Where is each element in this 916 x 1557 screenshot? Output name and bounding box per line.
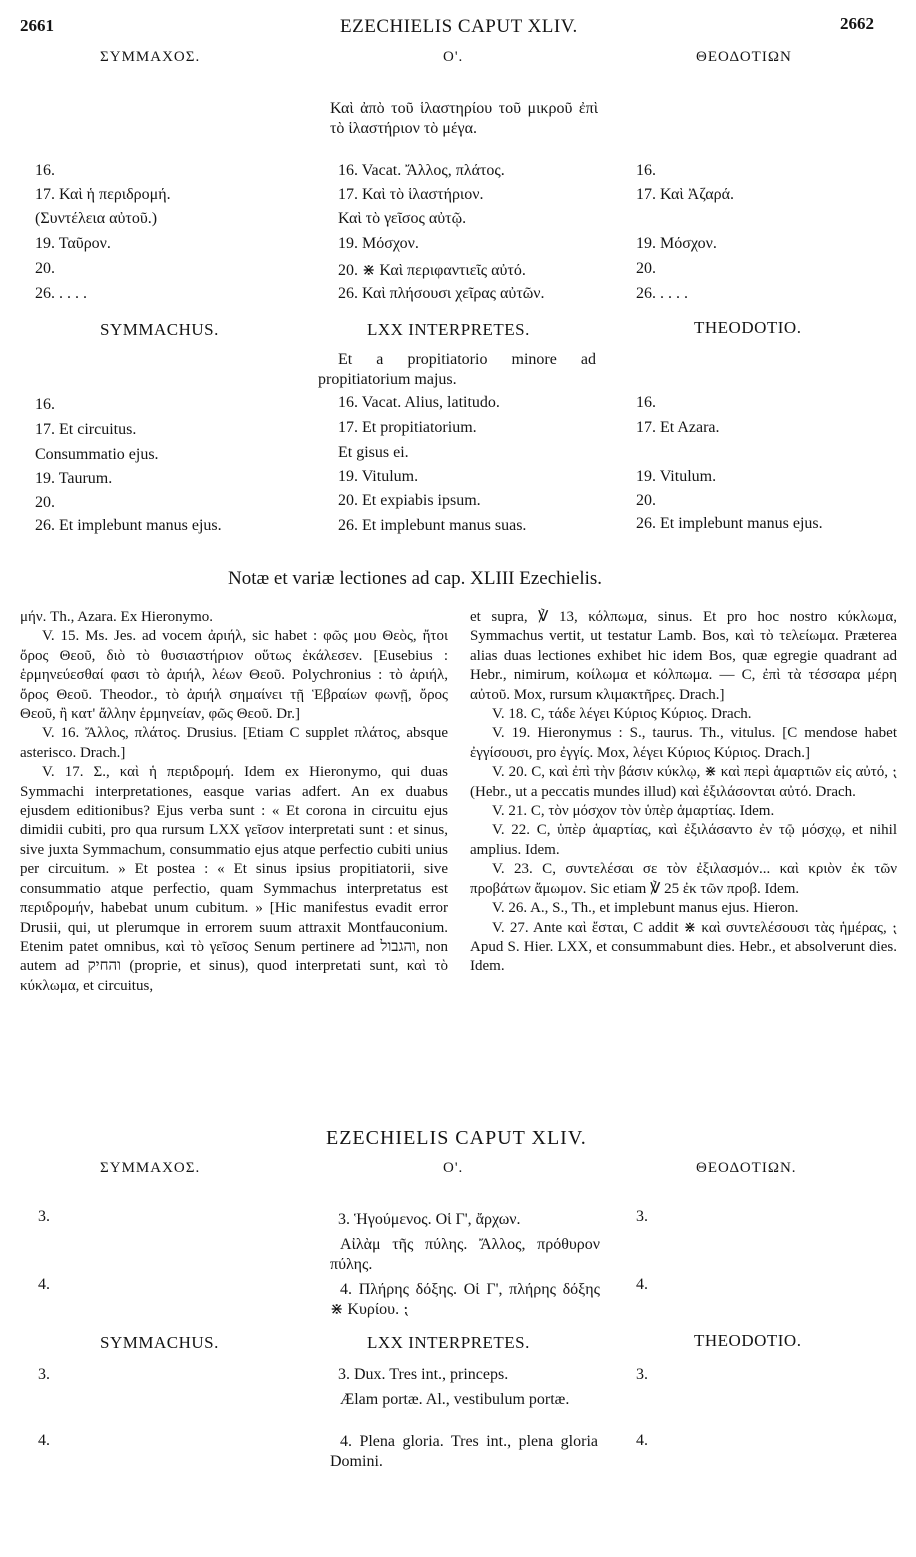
latin-row-1-theodotio: 3. [636,1366,648,1383]
latin-row-1-theodotio: 16. [636,394,656,411]
note-paragraph: V. 22. C, ὑπὲρ ἁμαρτίας, καὶ ἐξιλάσαντο ἐν τῷ μόσχῳ, et nihil amplius. Idem. [470,822,897,858]
greek-head-symmachus: ΣΥΜΜΑΧΟΣ. [100,49,201,65]
greek-row-1-lxx: 16. Vacat. Ἄλλος, πλάτος. [338,162,505,179]
latin-row-1-symmachus: 16. [35,396,55,413]
note-paragraph: V. 20. C, καὶ ἐπὶ τὴν βάσιν κύκλῳ, ⋇ καὶ περὶ ἁμαρτιῶν εἰς αὐτό, ⁏ (Hebr., ut a peccatis mundes illud) καὶ ἐξιλάσονται αὐτό. Drach. [470,764,897,800]
greek-row-2-lxx: 17. Καὶ τὸ ἱλαστήριον. [338,186,484,203]
latin-head-lxx: LXX INTERPRETES. [367,1333,530,1352]
notes-left-column [20,608,448,996]
greek-row-1-symmachus: 16. [35,162,55,179]
latin-row-1-symmachus: 3. [38,1366,50,1383]
latin-row-3-theodotio: 4. [636,1432,648,1449]
greek-row-1-theodotion: 16. [636,162,656,179]
greek-head-theodotion: ΘΕΟΔΟΤΙΩΝ [696,49,792,65]
greek-head-lxx: Ο'. [443,1160,464,1176]
greek-row-3-lxx: 4. Πλήρης δόξης. Οἱ Γ', πλήρης δόξης ⋇ Κυρίου. ⁏ [330,1281,600,1318]
running-title: EZECHIELIS CAPUT XLIV. [340,16,578,37]
greek-row-1-symmachus: 3. [38,1208,50,1225]
greek-head-symmachus: ΣΥΜΜΑΧΟΣ. [100,1160,201,1176]
note-paragraph: V. 19. Hieronymus : S., taurus. Th., vitulus. [C mendose habet ἐγγίσουσι, pro ἐγγίς. Mox, λέγει Κύριος Κύριος. Drach.] [470,725,897,761]
latin-row-4-lxx: 19. Vitulum. [338,468,419,485]
latin-row-3-lxx: Et gisus ei. [338,444,409,461]
greek-row-6-symmachus: 26. . . . . [35,285,87,302]
greek-head-lxx: Ο'. [443,49,464,65]
latin-row-4-symmachus: 19. Taurum. [35,470,113,487]
latin-row-4-theodotio: 19. Vitulum. [636,468,717,485]
section-title: EZECHIELIS CAPUT XLIV. [326,1127,587,1149]
latin-row-6-symmachus: 26. Et implebunt manus ejus. [35,517,222,534]
greek-row-1-lxx: 3. Ἡγούμενος. Οἱ Γ', ἄρχων. [338,1211,521,1228]
latin-row-6-lxx: 26. Et implebunt manus suas. [338,517,527,534]
latin-row-3-symmachus: Consummatio ejus. [35,446,159,463]
greek-row-5-theodotion: 20. [636,260,656,277]
latin-row-3-symmachus: 4. [38,1432,50,1449]
latin-row-5-theodotio: 20. [636,492,656,509]
latin-row-6-theodotio: 26. Et implebunt manus ejus. [636,515,823,532]
page-number-left: 2661 [20,16,54,35]
greek-intro: Καὶ ἀπὸ τοῦ ἱλαστηρίου τοῦ μικροῦ ἐπὶ τὸ ἱλαστήριον τὸ μέγα. [330,100,598,137]
notes-right-column [470,608,897,977]
latin-head-symmachus: SYMMACHUS. [100,1333,219,1352]
note-paragraph: μήν. Th., Azara. Ex Hieronymo. [20,609,214,625]
greek-row-3-symmachus: 4. [38,1276,50,1293]
note-paragraph: V. 27. Ante καὶ ἔσται, C addit ⋇ καὶ συντελέσουσι τὰς ἡμέρας, ⁏ Apud S. Hier. LXX, et consummabunt dies. Hebr., et absolverunt dies. Idem. [470,919,897,975]
latin-head-symmachus: SYMMACHUS. [100,320,219,339]
note-paragraph: V. 21. C, τὸν μόσχον τὸν ὑπὲρ ἁμαρτίας. Idem. [492,803,775,820]
note-paragraph: V. 16. Ἄλλος, πλάτος. Drusius. [Etiam C supplet πλάτος, absque asterisco. Drach.] [20,725,448,761]
latin-row-2-symmachus: 17. Et circuitus. [35,421,137,438]
latin-intro: Et a propitiatorio minore ad propitiatorium majus. [318,351,596,388]
greek-row-5-lxx: 20. ⋇ Καὶ περιφαντιεῖς αὐτό. [338,262,526,279]
latin-head-theodotio: THEODOTIO. [694,1331,802,1350]
note-paragraph: V. 17. Σ., καὶ ἡ περιδρομή. Idem ex Hieronymo, qui duas Symmachi interpretationes, easque varias adfert. An ex duabus ejusdem editionibus? Ejus verba sunt : « Et corona in circuitu ejus dimidii cubiti, pro qua rursum LXX γεῖσον interpretati sunt : et sinus, sive juxta Symmachum, consummatio ejus atque perfectio cubiti unius per circuitum. » Et postea : « Et sinus ipsius propitiatorii, sive consummatio atque perfectio, quam Symmachus interpretatus est περιδρομήν, habebat unum cubitum. » [Hic manifestus evadit error Drusii, qui, ut plerumque in errorem suum attraxit Montfauconium. Etenim patet omnibus, καὶ τὸ γεῖσος Senum pertinere ad והגבול, non autem ad והחיק (proprie, et sinus), quod interpretati sunt, καὶ τὸ κύκλωμα, et circuitus, [20,764,448,994]
greek-row-4-symmachus: 19. Ταῦρον. [35,235,111,252]
greek-row-2-theodotion: 17. Καὶ Ἀζαρά. [636,186,734,203]
note-paragraph: V. 23. C, συντελέσαι σε τὸν ἐξιλασμόν... καὶ κριὸν ἐκ τῶν προβάτων ἄμωμον. Sic etiam ℣ 25 ἐκ τῶν προβ. Idem. [470,861,897,897]
greek-row-1-theodotion: 3. [636,1208,648,1225]
note-paragraph: V. 15. Ms. Jes. ad vocem ἀριήλ, sic habet : φῶς μου Θεὸς, ἤτοι ὄρος Θεοῦ, διὸ τὸ θυσιαστήριον οὕτως ἐκάλεσεν. [Eusebius : ἑρμηνεύεσθαί φασι τὸ ἀριήλ, λέων Θεοῦ. Polychronius : τὸ ἀριήλ, ὄρος Θεοῦ. Theodor., τὸ ἀριήλ σημαίνει τῇ Ἑβραίων φωνῇ, ὄρος Θεοῦ, ἢ κατ' ἄλλην ἑρμηνείαν, φῶς Θεοῦ. Dr.] [20,628,448,723]
latin-row-5-lxx: 20. Et expiabis ipsum. [338,492,481,509]
latin-row-1-lxx: 3. Dux. Tres int., princeps. [338,1366,509,1383]
notes-title: Notæ et variæ lectiones ad cap. XLIII Ezechielis. [228,568,603,589]
greek-row-3-lxx: Καὶ τὸ γεῖσος αὐτῷ. [338,210,467,227]
note-paragraph: V. 18. C, τάδε λέγει Κύριος Κύριος. Drach. [492,706,752,723]
latin-row-2-lxx: Ælam portæ. Al., vestibulum portæ. [340,1391,570,1408]
latin-row-2-theodotio: 17. Et Azara. [636,419,720,436]
greek-row-4-theodotion: 19. Μόσχον. [636,235,717,252]
note-paragraph: V. 26. A., S., Th., et implebunt manus ejus. Hieron. [492,900,799,917]
greek-head-theodotion: ΘΕΟΔΟΤΙΩΝ. [696,1160,797,1176]
greek-row-4-lxx: 19. Μόσχον. [338,235,419,252]
latin-row-1-lxx: 16. Vacat. Alius, latitudo. [338,394,500,411]
latin-head-lxx: LXX INTERPRETES. [367,320,530,339]
latin-row-2-lxx: 17. Et propitiatorium. [338,419,477,436]
greek-row-2-symmachus: 17. Καὶ ἡ περιδρομή. [35,186,171,203]
page-number-right: 2662 [840,14,874,33]
greek-row-5-symmachus: 20. [35,260,55,277]
greek-row-3-theodotion: 4. [636,1276,648,1293]
latin-row-3-lxx: 4. Plena gloria. Tres int., plena gloria Domini. [330,1433,598,1470]
latin-row-5-symmachus: 20. [35,494,55,511]
note-paragraph: et supra, ℣ 13, κόλπωμα, sinus. Et pro hoc nostro κύκλωμα, Symmachus vertit, ut testatur Lamb. Bos, καὶ τὸ τελείωμα. Præterea alias duas lectiones exhibet hic idem Bos, quæ egregie quadrant ad Hebr., nimirum, κοίλωμα et κόλπωμα. — C, ἐπὶ τὰ τέσσαρα μέρη αὐτοῦ. Mox, rursum κλιμακτῆρες. Drach.] [470,609,897,703]
latin-head-theodotio: THEODOTIO. [694,318,802,337]
greek-row-6-theodotion: 26. . . . . [636,285,688,302]
greek-row-3-symmachus: (Συντέλεια αὐτοῦ.) [35,210,158,227]
greek-row-6-lxx: 26. Καὶ πλήσουσι χεῖρας αὐτῶν. [338,285,545,302]
greek-row-2-lxx: Αἰλὰμ τῆς πύλης. Ἄλλος, πρόθυρον πύλης. [330,1236,600,1273]
